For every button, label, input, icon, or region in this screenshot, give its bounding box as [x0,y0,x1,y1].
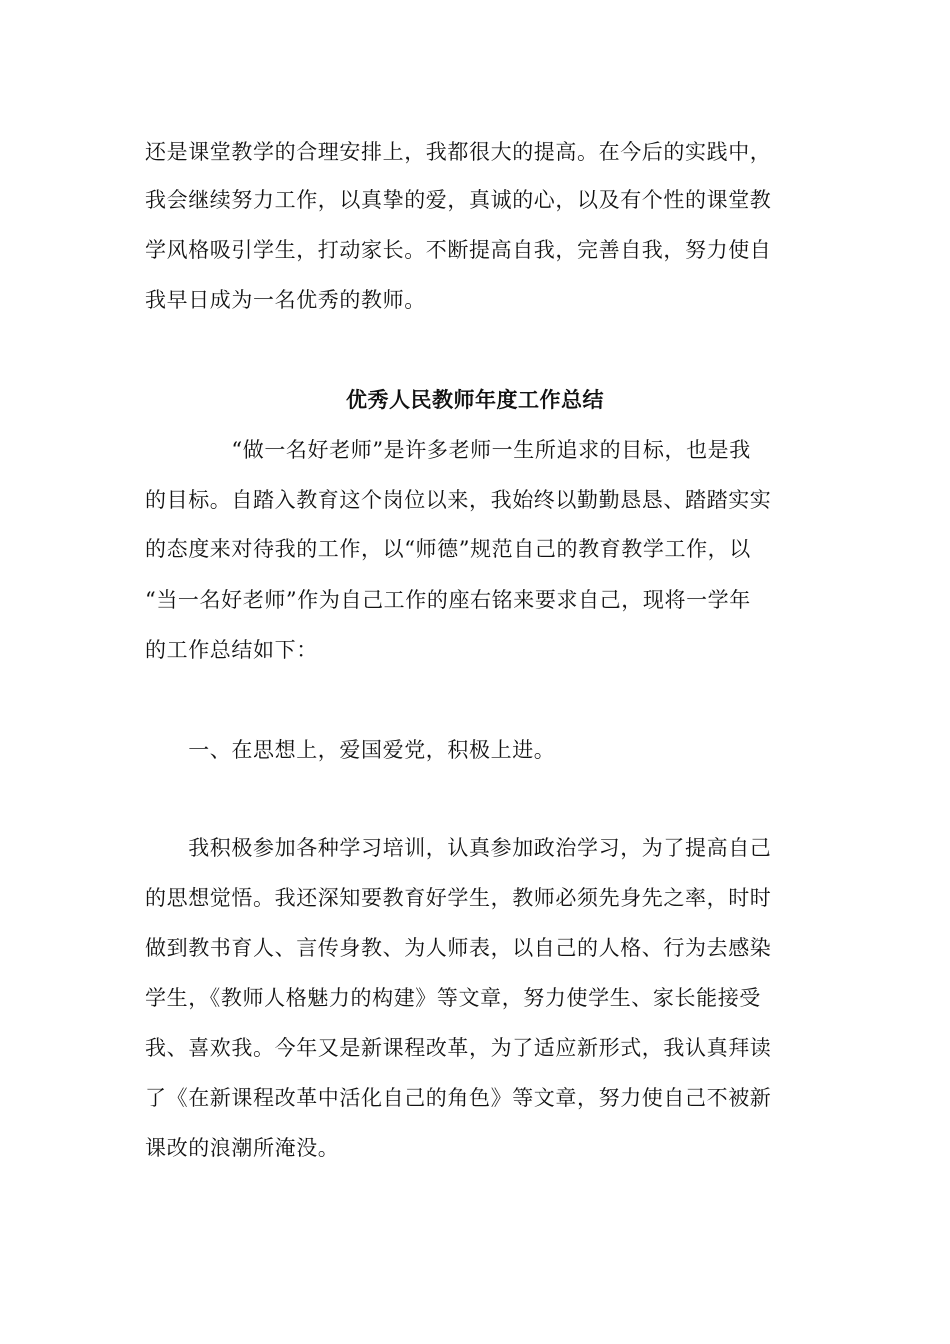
section1-heading: 一、在思想上，爱国爱党，积极上进。 [145,738,556,762]
para1-line-4: “当一名好老师”作为自己工作的座右铭来要求自己，现将一学年 [145,588,751,612]
intro-line-2: 我会继续努力工作，以真挚的爱，真诚的心，以及有个性的课堂教 [145,188,772,212]
para1-line-3: 的态度来对待我的工作，以“师德”规范自己的教育教学工作，以 [145,537,751,561]
para1-line-1: “做一名好老师”是许多老师一生所追求的目标，也是我 [145,438,751,462]
para2-line-1: 我积极参加各种学习培训，认真参加政治学习，为了提高自己 [145,836,772,860]
intro-line-1: 还是课堂教学的合理安排上，我都很大的提高。在今后的实践中， [145,140,772,164]
intro-line-3: 学风格吸引学生，打动家长。不断提高自我，完善自我，努力使自 [145,238,772,262]
document-title: 优秀人民教师年度工作总结 [346,387,604,412]
para2-line-4: 学生，《教师人格魅力的构建》等文章，努力使学生、家长能接受 [145,986,761,1010]
para2-line-3: 做到教书育人、言传身教、为人师表，以自己的人格、行为去感染 [145,936,772,960]
para2-line-6: 了《在新课程改革中活化自己的角色》等文章，努力使自己不被新 [145,1086,772,1110]
intro-line-4: 我早日成为一名优秀的教师。 [145,288,426,312]
para1-line-2: 的目标。自踏入教育这个岗位以来，我始终以勤勤恳恳、踏踏实实 [145,488,772,512]
para2-line-5: 我、喜欢我。今年又是新课程改革，为了适应新形式，我认真拜读 [145,1036,772,1060]
para1-line-5: 的工作总结如下： [145,638,318,662]
para2-line-2: 的思想觉悟。我还深知要教育好学生，教师必须先身先之率，时时 [145,886,772,910]
para2-line-7: 课改的浪潮所淹没。 [145,1136,340,1160]
